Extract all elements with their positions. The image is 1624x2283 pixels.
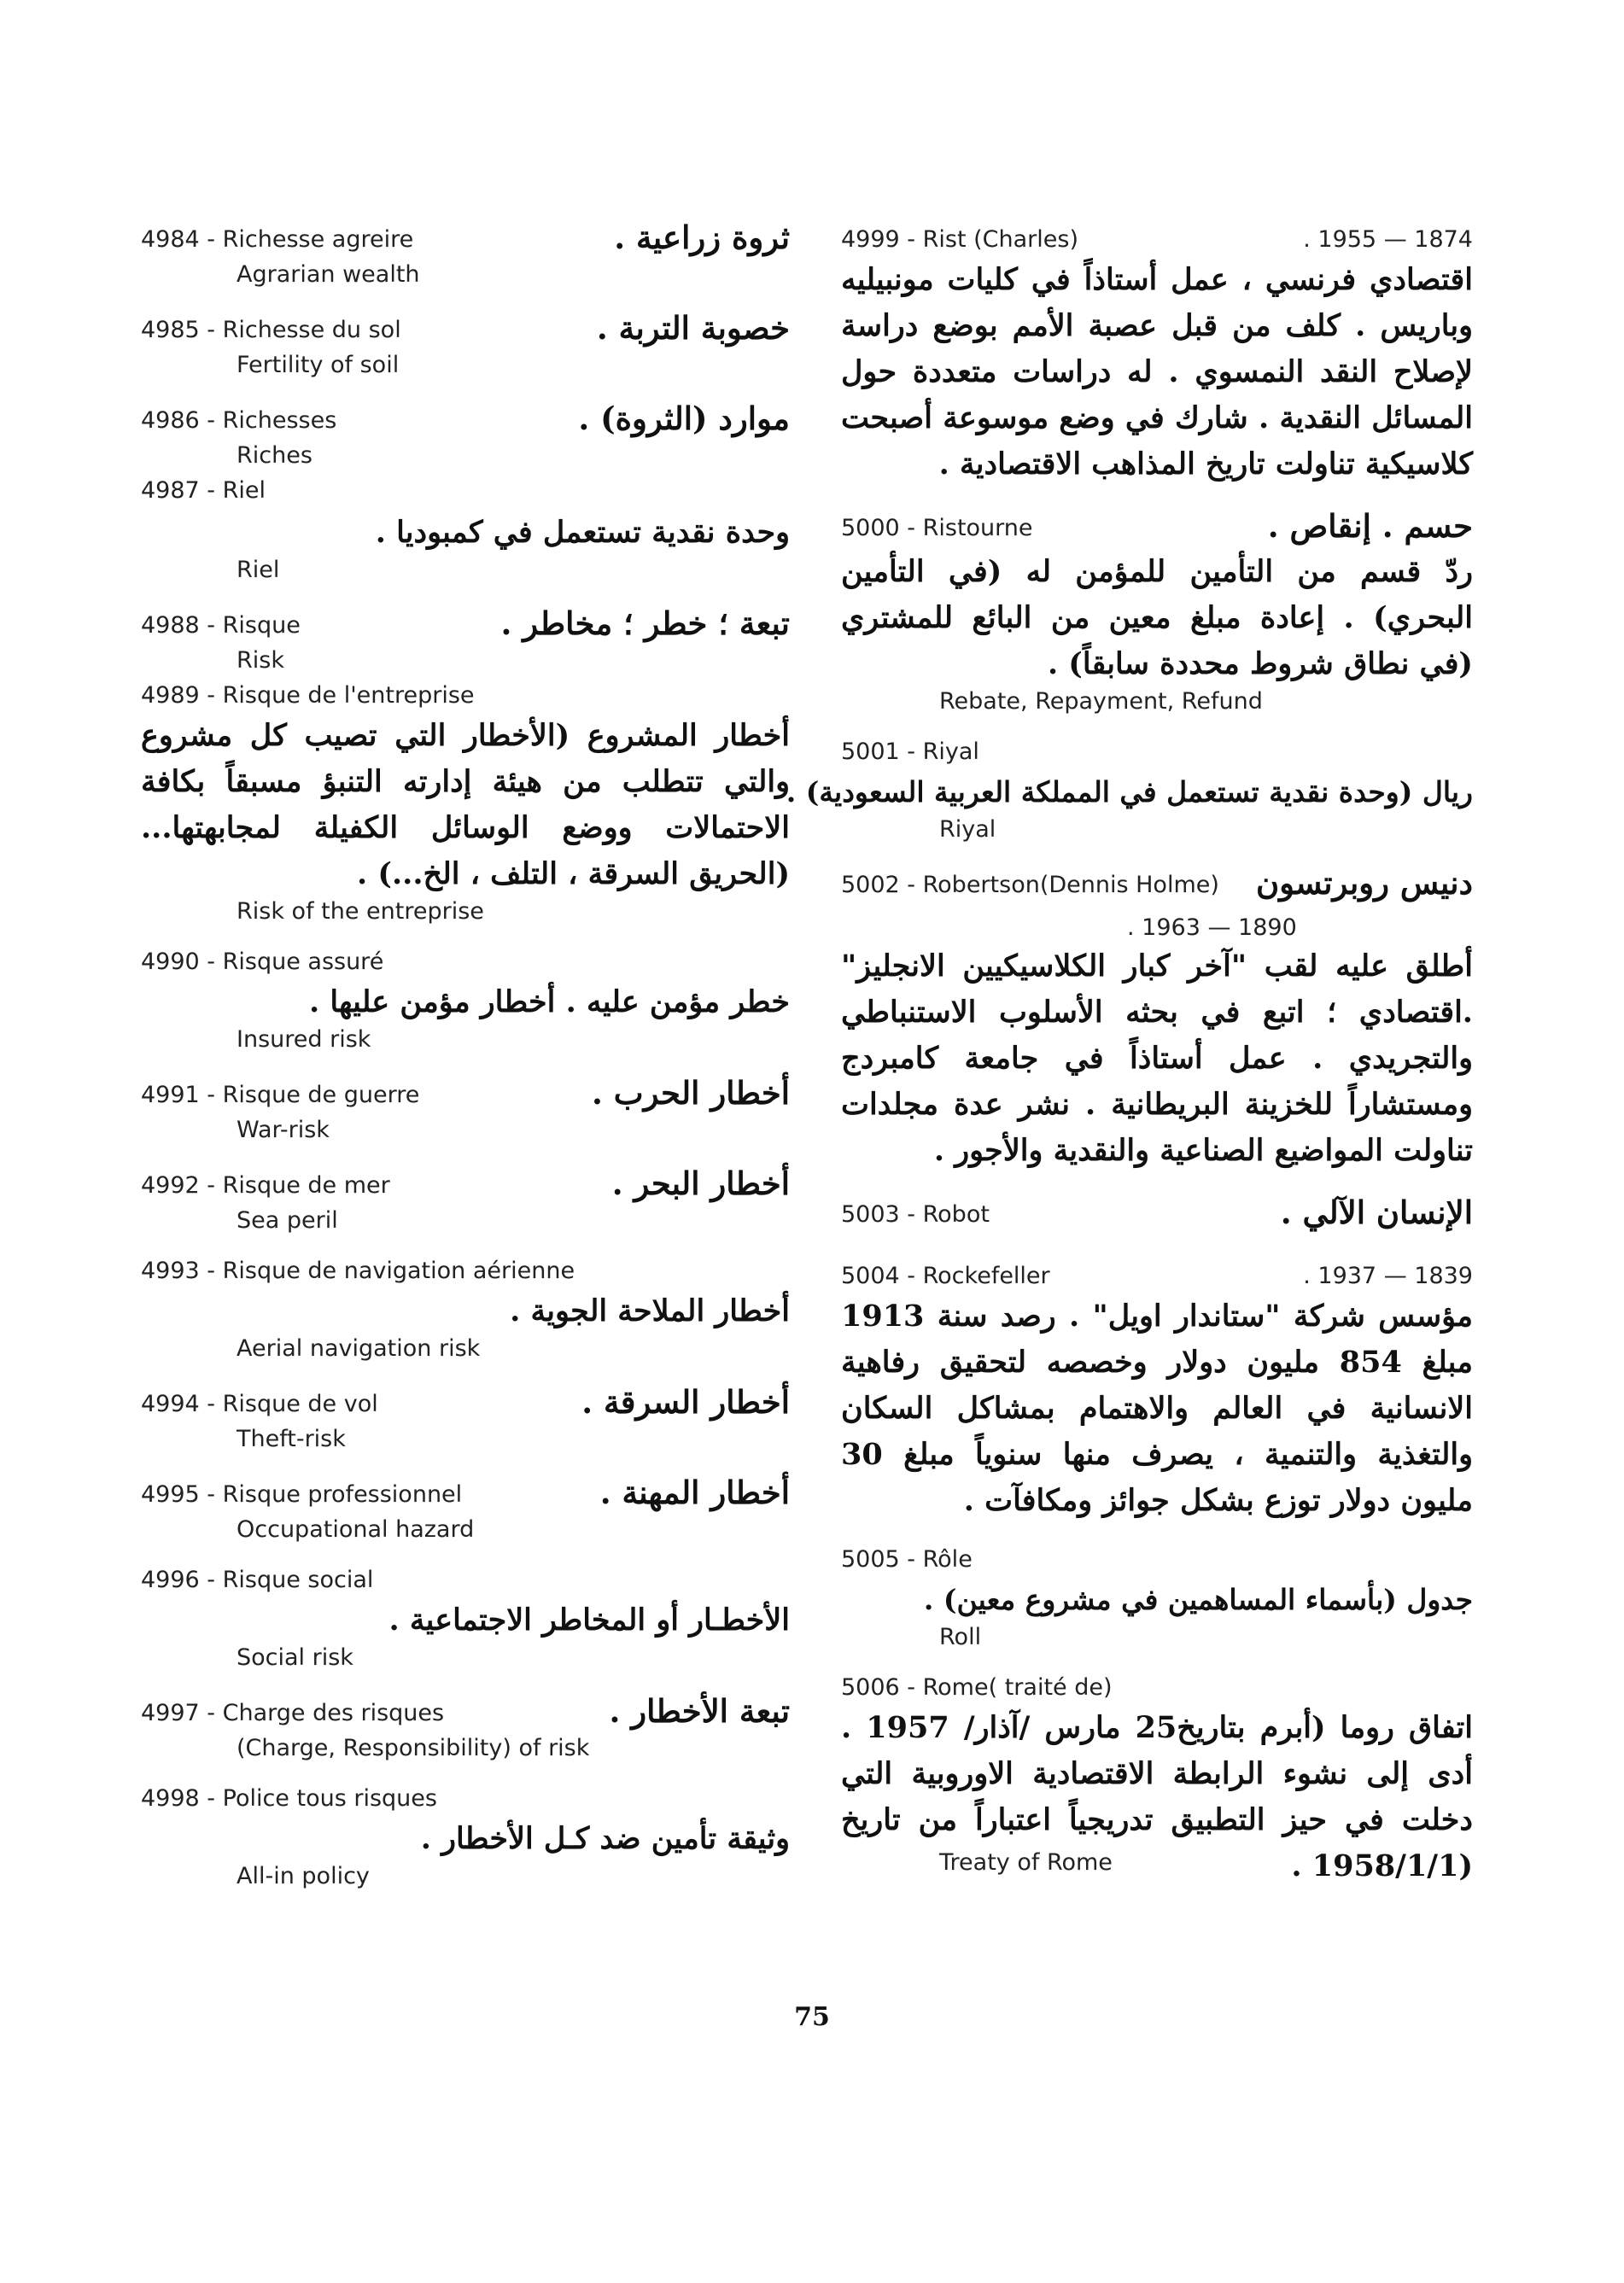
entry-5000 [841, 506, 1473, 716]
page-number: 75 [794, 2002, 830, 2032]
entry-arabic-definition: وثيقة تأمين ضد كـل الأخطار . [420, 1821, 790, 1856]
entry-arabic-definition: وحدة نقدية تستعمل في كمبوديا . [375, 515, 790, 550]
entry-arabic-term: موارد (الثروة) . [578, 400, 790, 437]
entry-english-term: Aerial navigation risk [237, 1335, 481, 1362]
entry-english-term: Rebate, Repayment, Refund [939, 688, 1263, 715]
entry-4984 [141, 218, 790, 289]
entry-arabic-definition: ردّ قسم من التأمين للمؤمن له (في التأمين البحري) . إعادة مبلغ معين من البائع للمشتري (في نطاق شروط محددة سابقاً) . [841, 554, 1473, 681]
entry-french-term: 4998 - Police tous risques [141, 1785, 437, 1812]
entry-french-term: 4995 - Risque professionnel [141, 1481, 463, 1508]
entry-arabic-definition: جدول (بأسماء المساهمين في مشروع معين) . [923, 1583, 1473, 1616]
entry-english-term: Agrarian wealth [237, 261, 420, 288]
entry-french-term: 5000 - Ristourne [841, 515, 1033, 541]
entry-english-term: Occupational hazard [237, 1516, 475, 1543]
entry-arabic-definition: أخطار الملاحة الجوية . [510, 1293, 790, 1328]
entry-arabic-term: أخطار المهنة . [599, 1474, 790, 1511]
entry-dates: . 1955 — 1874 [1303, 226, 1473, 253]
entry-english-term: Risk [237, 647, 284, 674]
entry-french-term: 4989 - Risque de l'entreprise [141, 682, 475, 709]
entry-english-term: Insured risk [237, 1026, 371, 1053]
entry-arabic-term: تبعة ؛ خطر ؛ مخاطر . [500, 604, 790, 642]
entry-arabic-term: أخطار البحر . [611, 1165, 790, 1202]
entry-4998 [141, 1782, 790, 1891]
entry-arabic-definition: خطر مؤمن عليه . أخطار مؤمن عليها . [308, 984, 790, 1019]
entry-english-term: Roll [939, 1624, 982, 1650]
entry-french-term: 4984 - Richesse agreire [141, 226, 414, 253]
entry-arabic-definition: الأخطـار أو المخاطر الاجتماعية . [388, 1603, 790, 1638]
entry-5004 [841, 1254, 1473, 1524]
entry-french-term: 4988 - Risque [141, 612, 301, 639]
entry-4990 [141, 945, 790, 1054]
entry-english-term: Theft-risk [237, 1426, 346, 1452]
entry-arabic-term: دنيس روبرتسون [1255, 864, 1473, 902]
entry-french-term: 4997 - Charge des risques [141, 1700, 445, 1726]
entry-4996 [141, 1563, 790, 1673]
entry-4999 [841, 218, 1473, 488]
entry-french-term: 4986 - Richesses [141, 407, 337, 434]
entry-english-term: Social risk [237, 1644, 353, 1671]
entry-4986 [141, 399, 790, 470]
entry-english-term: Treaty of Rome [939, 1849, 1113, 1876]
entry-arabic-definition: أخطار المشروع (الأخطار التي تصيب كل مشروع والتي تتطلب من هيئة إدارته التنبؤ مسبقاً بكافة الاحتمالات ووضع الوسائل الكفيلة لمجابهتها... (الحريق السرقة ، التلف ، الخ...) . [141, 718, 790, 891]
entry-french-term: 5004 - Rockefeller [841, 1263, 1050, 1289]
right-column [786, 218, 1473, 1896]
entry-french-term: 4991 - Risque de guerre [141, 1082, 420, 1108]
entry-french-term: 5003 - Robot [841, 1201, 990, 1228]
entry-4995 [141, 1473, 790, 1544]
entry-arabic-definition: اقتصادي فرنسي ، عمل أستاذاً في كليات مونبيليه وباريس . كلف من قبل عصبة الأمم بوضع دراسة لإصلاح النقد النمسوي . له دراسات متعددة حول المسائل النقدية . شارك في وضع موسوعة أصبحت كلاسيكية تناولت تاريخ المذاهب الاقتصادية . [841, 262, 1473, 482]
entry-arabic-term: أخطار السرقة . [581, 1383, 790, 1421]
entry-4989 [141, 679, 790, 926]
entry-dates: . 1937 — 1839 [1303, 1263, 1473, 1289]
entry-french-term: 5005 - Rôle [841, 1546, 973, 1573]
entry-french-term: 4999 - Rist (Charles) [841, 226, 1078, 253]
entry-arabic-definition: أطلق عليه لقب "آخر كبار الكلاسيكيين الانجليز" .اقتصادي ؛ اتبع في بحثه الأسلوب الاستنباطي والتجريدي . عمل أستاذاً في جامعة كامبردج ومستشاراً للخزينة البريطانية . نشر عدة مجلدات تناولت المواضيع الصناعية والنقدية والأجور . [841, 949, 1473, 1168]
entry-5005 [841, 1543, 1473, 1652]
entry-5001 [786, 735, 1473, 844]
entry-arabic-term: حسم . إنقاص . [1267, 507, 1473, 545]
entry-french-term: 4985 - Richesse du sol [141, 317, 401, 343]
entry-arabic-term: تبعة الأخطار . [609, 1692, 790, 1730]
entry-french-term: 4994 - Risque de vol [141, 1391, 378, 1417]
entry-5006 [841, 1671, 1473, 1883]
entry-french-term: 4987 - Riel [141, 477, 266, 504]
entry-4991 [141, 1073, 790, 1145]
entry-4987 [141, 474, 790, 585]
entry-english-term: All-in policy [237, 1863, 370, 1889]
entry-english-term: (Charge, Responsibility) of risk [237, 1735, 590, 1761]
entry-4988 [141, 604, 790, 675]
entry-french-term: 4990 - Risque assuré [141, 949, 384, 975]
entry-french-term: 5006 - Rome( traité de) [841, 1674, 1113, 1701]
entry-english-term: Risk of the entreprise [237, 898, 484, 925]
entry-english-term: Riel [237, 557, 280, 583]
entry-english-term: Sea peril [237, 1207, 338, 1234]
entry-dates: . 1963 — 1890 [1127, 914, 1297, 941]
entry-french-term: 4992 - Risque de mer [141, 1172, 390, 1199]
entry-english-term: War-risk [237, 1117, 330, 1143]
entry-french-term: 4996 - Risque social [141, 1567, 374, 1593]
entry-arabic-term: ثروة زراعية . [614, 219, 790, 256]
entry-arabic-definition: اتفاق روما (أبرم بتاريخ25 مارس /آذار/ 1957 . أدى إلى نشوء الرابطة الاقتصادية الاوروبية التي دخلت في حيز التطبيق تدريجياً اعتباراً من تاريخ (1958/1/1 . [841, 1710, 1473, 1883]
entry-4994 [141, 1382, 790, 1454]
entry-arabic-term: الإنسان الآلي . [1280, 1194, 1473, 1231]
entry-french-term: 5001 - Riyal [841, 739, 979, 765]
entry-5002 [841, 863, 1473, 1174]
entry-5003 [841, 1193, 1473, 1235]
entry-english-term: Riches [237, 442, 313, 469]
entry-arabic-definition: ريال (وحدة نقدية تستعمل في المملكة العربية السعودية) . [786, 775, 1473, 809]
entry-4997 [141, 1691, 790, 1763]
entry-4992 [141, 1164, 790, 1235]
entry-arabic-term: خصوبة التربة . [596, 309, 790, 347]
entry-english-term: Riyal [939, 816, 996, 843]
entry-4985 [141, 308, 790, 380]
entry-french-term: 4993 - Risque de navigation aérienne [141, 1258, 575, 1284]
entry-arabic-definition: مؤسس شركة "ستاندار اويل" . رصد سنة 1913 مبلغ 854 مليون دولار وخصصه لتحقيق رفاهية الانسانية في العالم والاهتمام بمشاكل السكان والتغذية والتنمية ، يصرف منها سنوياً مبلغ 30 مليون دولار توزع بشكل جوائز ومكافآت . [841, 1299, 1473, 1518]
entry-french-term: 5002 - Robertson(Dennis Holme) [841, 872, 1219, 898]
entry-english-term: Fertility of soil [237, 352, 400, 378]
entry-4993 [141, 1254, 790, 1363]
entry-arabic-term: أخطار الحرب . [592, 1074, 790, 1112]
left-column [141, 218, 790, 1910]
